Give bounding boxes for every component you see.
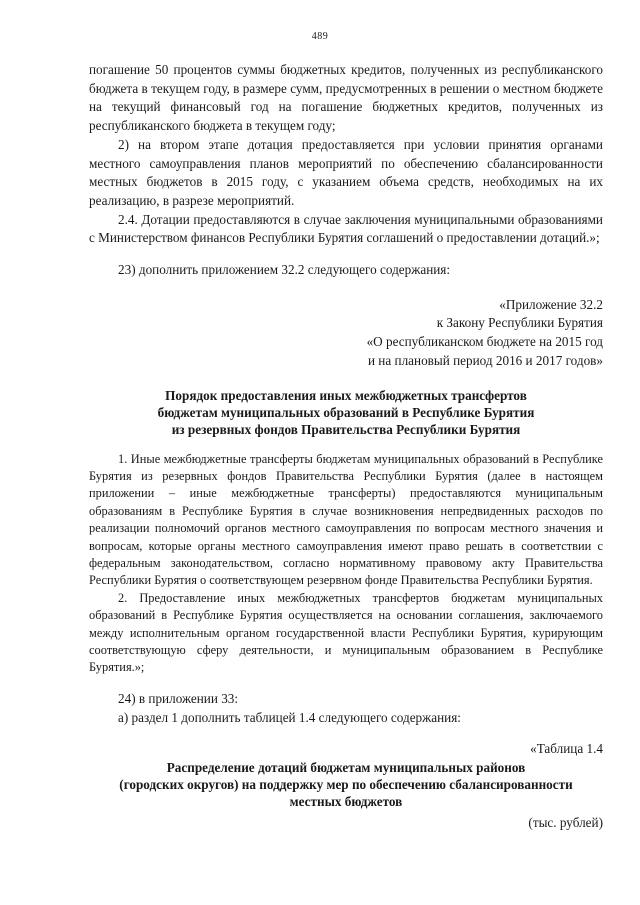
appendix-header-line: и на плановый период 2016 и 2017 годов»	[367, 352, 603, 368]
table-title	[89, 759, 603, 810]
appendix-header-line: «О республиканском бюджете на 2015 год	[366, 334, 603, 350]
table-title-line: местных бюджетов	[289, 793, 403, 809]
amendment-item-24a: а) раздел 1 дополнить таблицей 1.4 следующего содержания:	[118, 709, 461, 725]
section-title-line: Порядок предоставления иных межбюджетных трансфертов	[165, 387, 527, 403]
appendix-header	[89, 296, 603, 371]
section-title-line: из резервных фондов Правительства Республики Бурятия	[171, 421, 521, 437]
section-paragraph-2: 2. Предоставление иных межбюджетных трансфертов бюджетам муниципальных образований в Республике Бурятия осуществляется на основании соглашения, заключаемого между исполнительным органом государственной власти Республики Бурятия, курирующим соответствующую сферу деятельности, и муниципальным образованием в Республике Бурятия.»;	[89, 590, 603, 675]
appendix-header-line: к Закону Республики Бурятия	[436, 315, 603, 331]
section-title-line: бюджетам муниципальных образований в Республике Бурятия	[157, 404, 535, 420]
table-title-line: Распределение дотаций бюджетам муниципальных районов	[166, 759, 526, 775]
section-body	[89, 451, 603, 677]
section-title	[89, 387, 603, 438]
paragraph-second-stage: 2) на втором этапе дотация предоставляется при условии принятия органами местного самоуправления планов мероприятий по обеспечению сбалансированности местных бюджетов в 2015 году, с указанием объема средств, необходимых на их реализацию, в разрезе мероприятий.	[89, 136, 603, 208]
appendix-header-line: «Приложение 32.2	[499, 296, 603, 312]
section-paragraph-1: 1. Иные межбюджетные трансферты бюджетам муниципальных образований в Республике Бурятия из резервных фондов Правительства Республики Бурятия (далее в настоящем приложении – иные межбюджетные трансферты) предоставляются муниципальным образованиям в Республике Бурятия в случае возникновения непредвиденных расходов по реализации полномочий органов местного самоуправления по вопросам местного значения и вопросам, которые органы местного самоуправления имеют право решать в соответствии с федеральным законодательством, согласно нормативному правовому акту Правительства Республики Бурятия о соответствующем резервном фонде Правительства Республики Бурятия.	[89, 451, 603, 588]
amendment-item-23: 23) дополнить приложением 32.2 следующего содержания:	[118, 262, 451, 278]
table-units: (тыс. рублей)	[528, 814, 603, 830]
paragraph-2-4: 2.4. Дотации предоставляются в случае заключения муниципальными образованиями с Министерством финансов Республики Бурятия соглашений о предоставлении дотаций.»;	[89, 211, 603, 246]
table-title-line: (городских округов) на поддержку мер по обеспечению сбалансированности	[119, 776, 573, 792]
paragraph-continuation: погашение 50 процентов суммы бюджетных кредитов, полученных из республиканского бюджета в текущем году, в размере сумм, предусмотренных в решении о местном бюджете на текущий финансовый год на погашение бюджетных кредитов, полученных из республиканского бюджета в текущем году;	[89, 62, 603, 134]
amendment-item-24: 24) в приложении 33:	[118, 690, 239, 706]
document-body	[89, 61, 603, 833]
page-number: 489	[311, 31, 329, 42]
table-label: «Таблица 1.4	[530, 741, 603, 757]
